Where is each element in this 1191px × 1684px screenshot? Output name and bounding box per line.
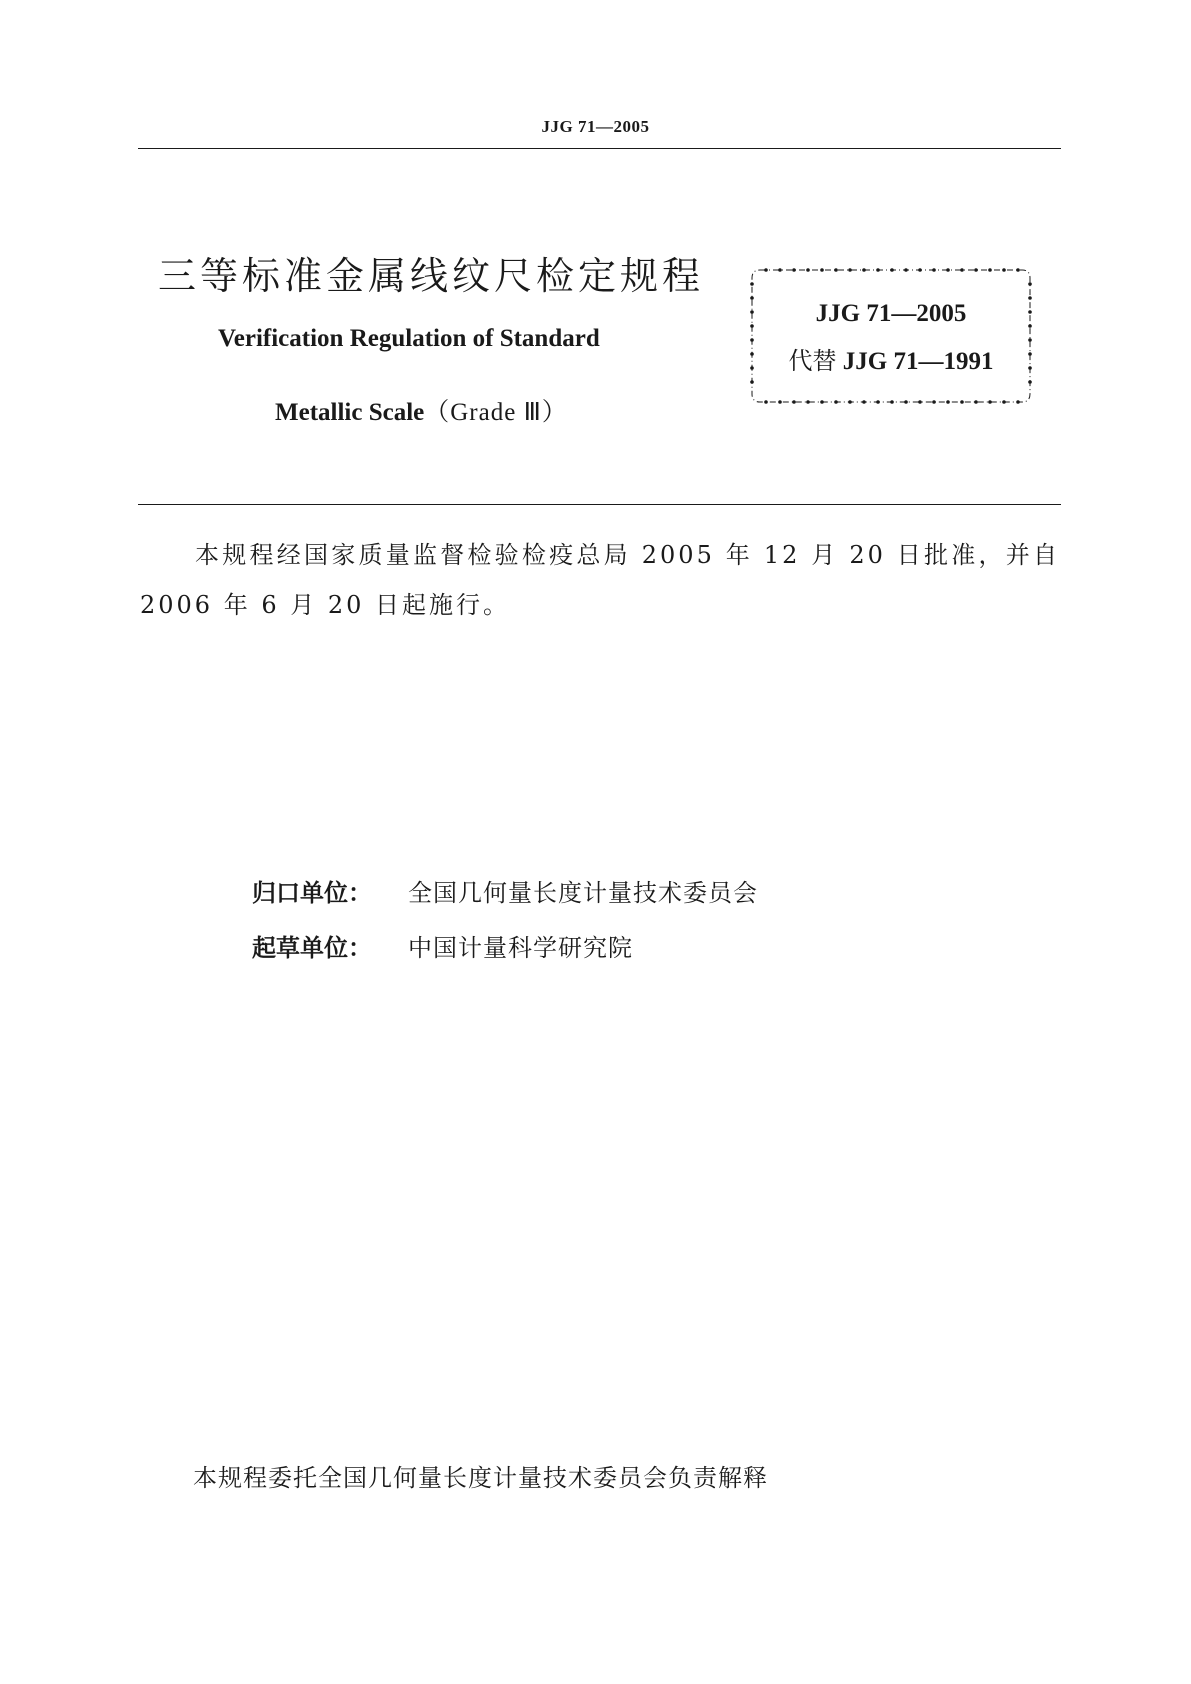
frame-dot bbox=[876, 400, 880, 404]
section-rule bbox=[138, 504, 1061, 505]
frame-dot bbox=[820, 268, 824, 272]
frame-dot bbox=[918, 268, 922, 272]
frame-dot bbox=[932, 400, 936, 404]
frame-dot bbox=[764, 268, 768, 272]
title-english-line-1: Verification Regulation of Standard bbox=[218, 325, 600, 352]
frame-dot bbox=[988, 268, 992, 272]
replaces-line bbox=[746, 341, 1036, 376]
frame-dot bbox=[1002, 268, 1006, 272]
header-rule bbox=[138, 148, 1061, 149]
frame-dot bbox=[750, 282, 754, 286]
frame-dot bbox=[988, 400, 992, 404]
title-english-line-2 bbox=[275, 392, 568, 428]
frame-dot bbox=[778, 268, 782, 272]
frame-dot bbox=[974, 268, 978, 272]
frame-dot bbox=[904, 400, 908, 404]
frame-dot bbox=[918, 400, 922, 404]
frame-dot bbox=[792, 400, 796, 404]
responsible-unit-label: 归口单位： bbox=[252, 879, 372, 907]
frame-dot bbox=[890, 400, 894, 404]
frame-dot bbox=[834, 400, 838, 404]
frame-dot bbox=[974, 400, 978, 404]
frame-dot bbox=[946, 400, 950, 404]
frame-dot bbox=[1016, 268, 1020, 272]
title-chinese: 三等标准金属线纹尺检定规程 bbox=[158, 254, 705, 298]
approval-statement: 本规程经国家质量监督检验检疫总局 2005 年 12 月 20 日批准，并自 2006 年 6 月 20 日起施行。 bbox=[140, 541, 1060, 619]
frame-dot bbox=[946, 268, 950, 272]
frame-dot bbox=[834, 268, 838, 272]
frame-dot bbox=[890, 268, 894, 272]
frame-dot bbox=[1028, 282, 1032, 286]
frame-dot bbox=[778, 400, 782, 404]
title-english-metallic-scale: Metallic Scale bbox=[275, 399, 425, 426]
title-english-grade: （Grade Ⅲ） bbox=[424, 399, 568, 426]
frame-dot bbox=[1002, 400, 1006, 404]
frame-dot bbox=[862, 268, 866, 272]
frame-dot bbox=[820, 400, 824, 404]
interpretation-statement: 本规程委托全国几何量长度计量技术委员会负责解释 bbox=[193, 1464, 768, 1492]
drafting-unit-label: 起草单位： bbox=[252, 934, 372, 962]
frame-dot bbox=[876, 268, 880, 272]
header-document-code: JJG 71—2005 bbox=[541, 117, 650, 136]
responsible-unit-value: 全国几何量长度计量技术委员会 bbox=[408, 879, 758, 907]
decorative-dotted-frame bbox=[746, 262, 1036, 410]
frame-dot bbox=[848, 268, 852, 272]
frame-dot bbox=[960, 268, 964, 272]
frame-dot bbox=[792, 268, 796, 272]
drafting-unit-value: 中国计量科学研究院 bbox=[408, 934, 633, 962]
frame-dot bbox=[862, 400, 866, 404]
frame-dot bbox=[932, 268, 936, 272]
frame-dot bbox=[904, 268, 908, 272]
frame-dot bbox=[1028, 380, 1032, 384]
current-code: JJG 71—2005 bbox=[815, 300, 967, 327]
frame-dot bbox=[806, 268, 810, 272]
replaces-code: JJG 71—1991 bbox=[842, 348, 994, 375]
replaces-label: 代替 bbox=[788, 347, 837, 375]
frame-dot bbox=[1016, 400, 1020, 404]
frame-dot bbox=[764, 400, 768, 404]
regulation-code-box bbox=[746, 262, 1036, 410]
frame-dot bbox=[750, 380, 754, 384]
frame-dot bbox=[848, 400, 852, 404]
frame-dot bbox=[960, 400, 964, 404]
frame-dot bbox=[806, 400, 810, 404]
